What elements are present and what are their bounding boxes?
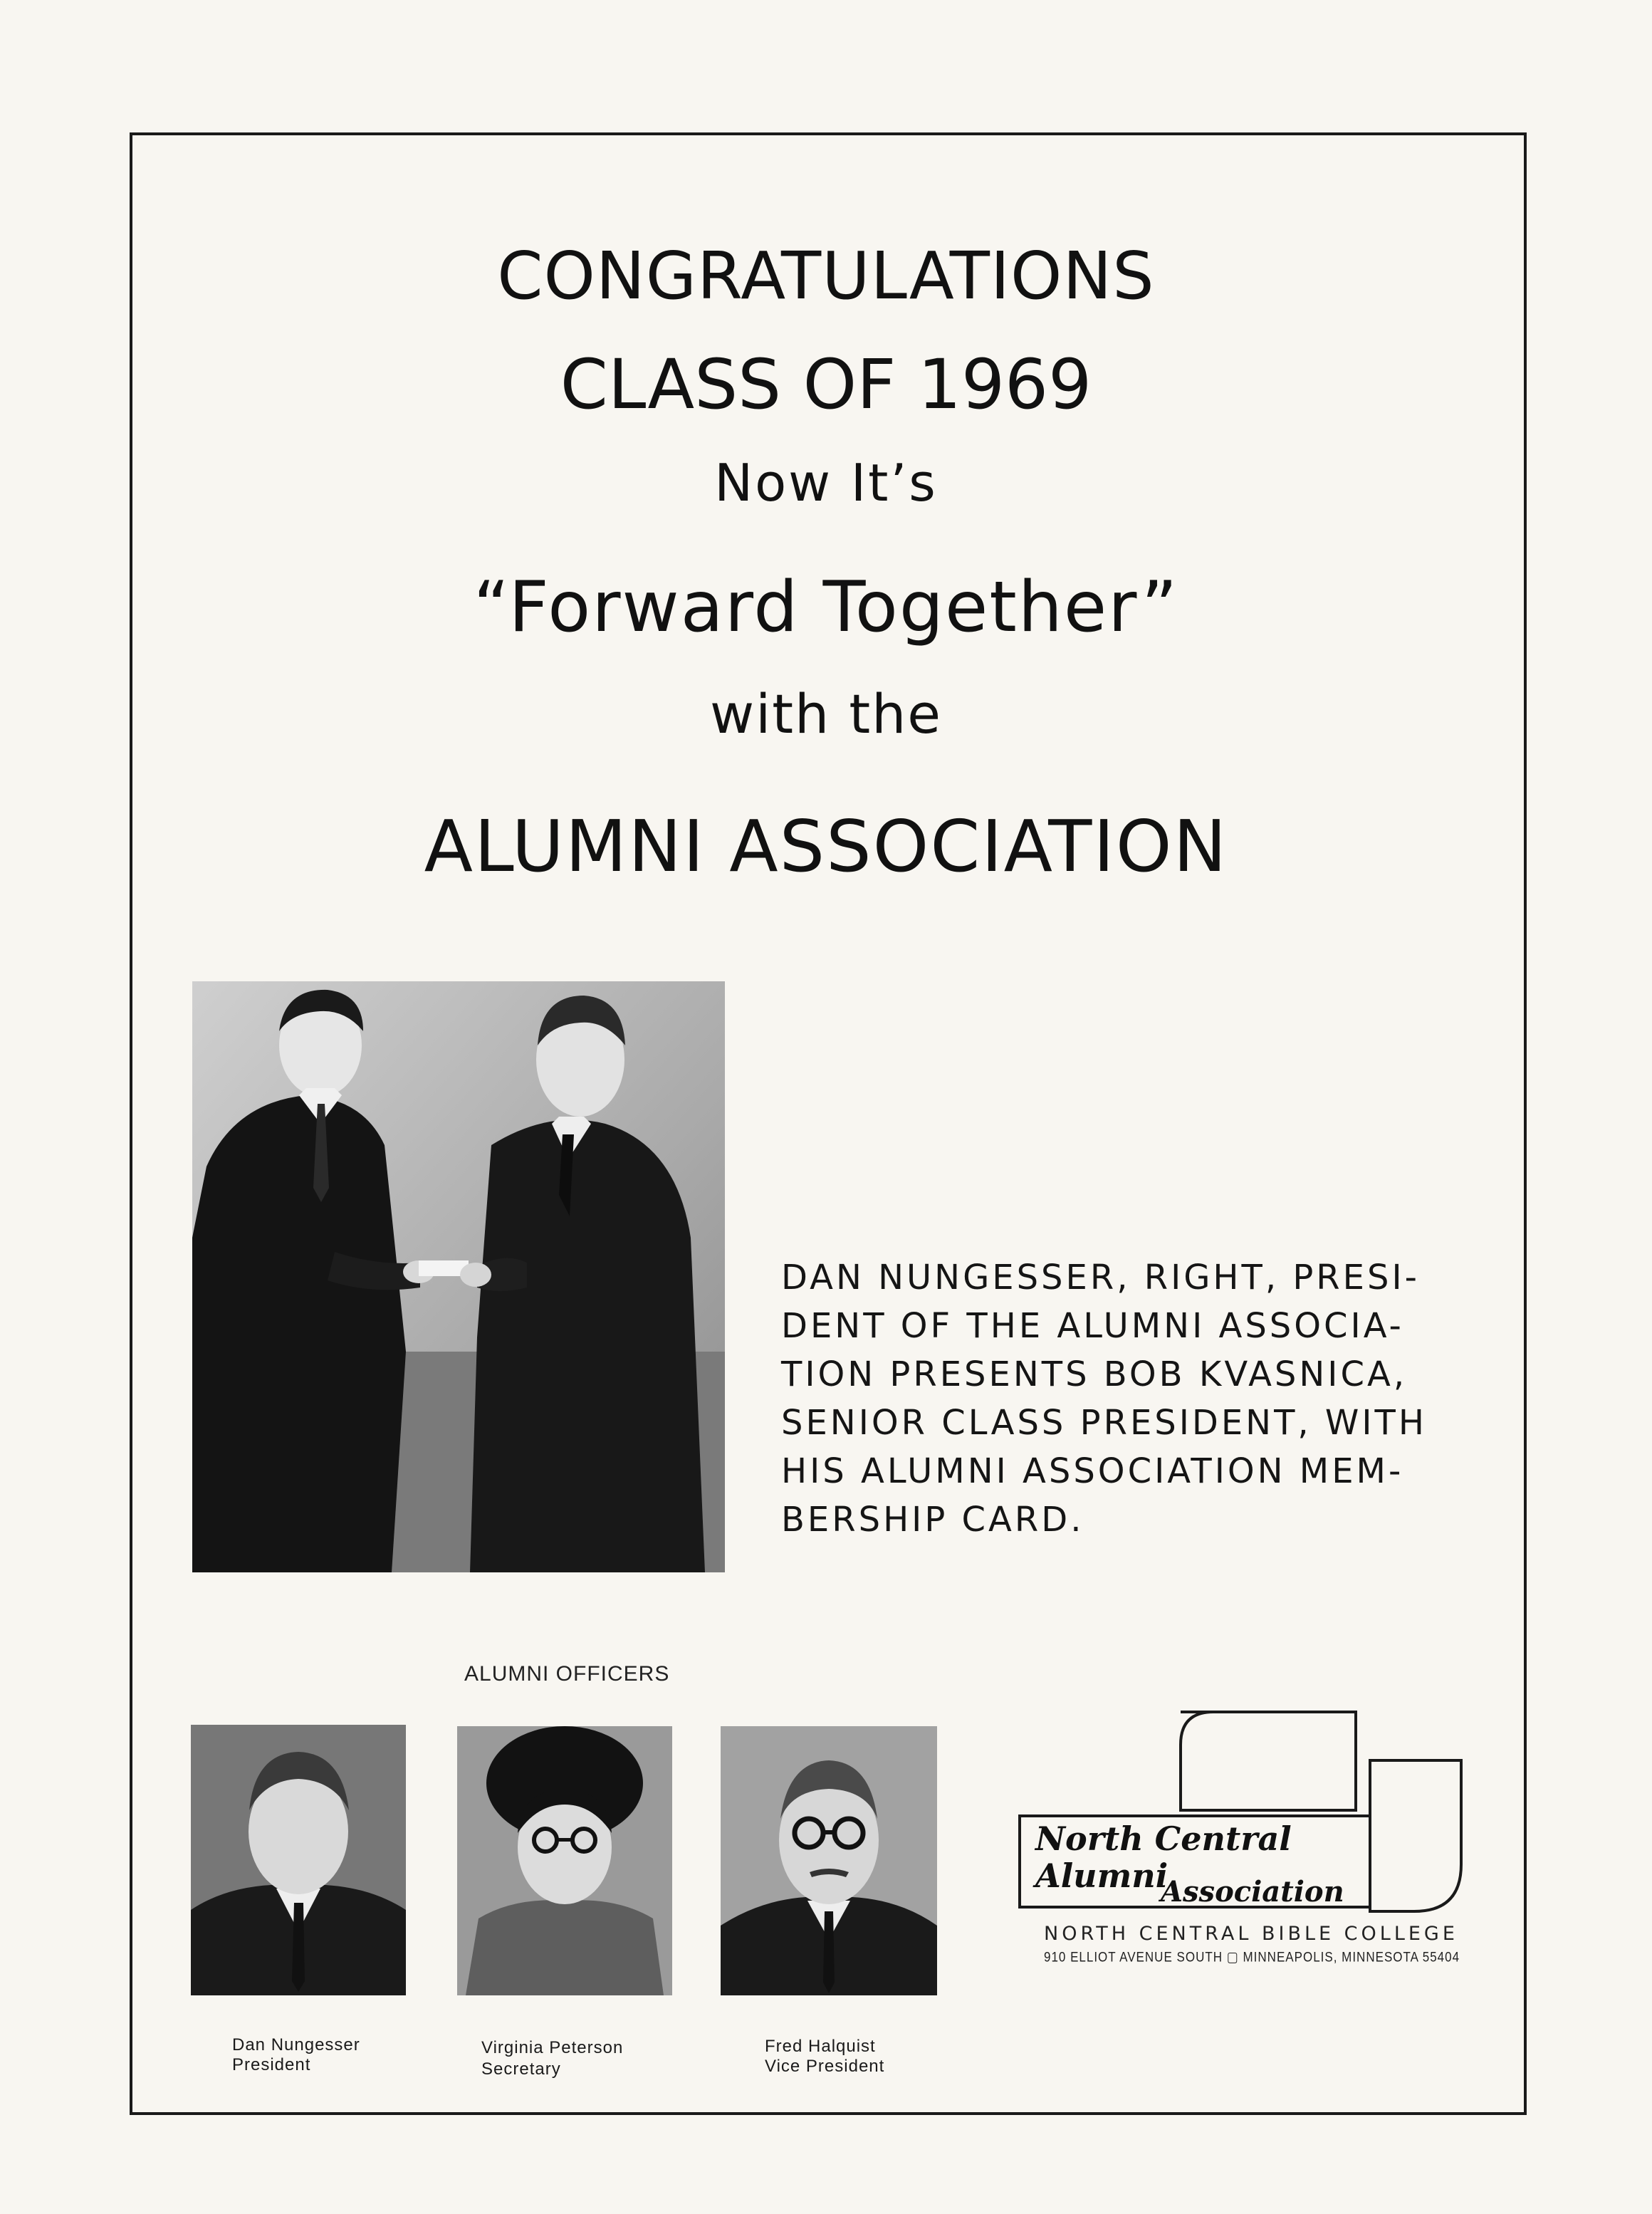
officer-portrait-president (191, 1725, 406, 1995)
college-name: NORTH CENTRAL BIBLE COLLEGE (1044, 1923, 1458, 1945)
headline-alumni-association: ALUMNI ASSOCIATION (424, 805, 1228, 888)
officer-name-secretary: Virginia Peterson (481, 2038, 624, 2057)
presentation-photo (192, 981, 725, 1572)
portrait-image (457, 1726, 672, 1995)
logo-wordmark-line1: North Central (1035, 1819, 1292, 1858)
portrait-image (191, 1725, 406, 1995)
headline-now-its: Now It’s (714, 453, 938, 513)
headline-congratulations: CONGRATULATIONS (497, 238, 1155, 314)
logo-wordmark-line2: Alumni (1035, 1857, 1169, 1895)
officer-role-president: President (232, 2055, 311, 2074)
officers-label: ALUMNI OFFICERS (464, 1662, 670, 1686)
headline-forward-together: “Forward Together” (473, 567, 1179, 648)
officer-name-president: Dan Nungesser (232, 2035, 360, 2054)
officer-name-vice-president: Fred Halquist (765, 2037, 876, 2056)
alumni-association-logo (1005, 1708, 1475, 1921)
presentation-photo-image (192, 981, 725, 1572)
officer-portrait-secretary (457, 1726, 672, 1995)
portrait-image (721, 1726, 937, 1995)
photo-caption: DAN NUNGESSER, RIGHT, PRESI- DENT OF THE ALUMNI ASSOCIA- TION PRESENTS BOB KVASNICA, SENIOR CLASS PRESIDENT, WITH HIS ALUMNI ASSOCIATION MEM- BERSHIP CARD. (781, 1258, 1427, 1540)
college-address: 910 ELLIOT AVENUE SOUTH ▢ MINNEAPOLIS, MINNESOTA 55404 (1044, 1949, 1460, 1965)
officer-role-secretary: Secretary (481, 2059, 561, 2079)
officer-portrait-vice-president (721, 1726, 937, 1995)
headline-class-of-1969: CLASS OF 1969 (560, 345, 1092, 424)
officer-role-vice-president: Vice President (765, 2057, 885, 2076)
headline-with-the: with the (709, 682, 943, 746)
logo-wordmark-line3: Association (1161, 1875, 1344, 1908)
